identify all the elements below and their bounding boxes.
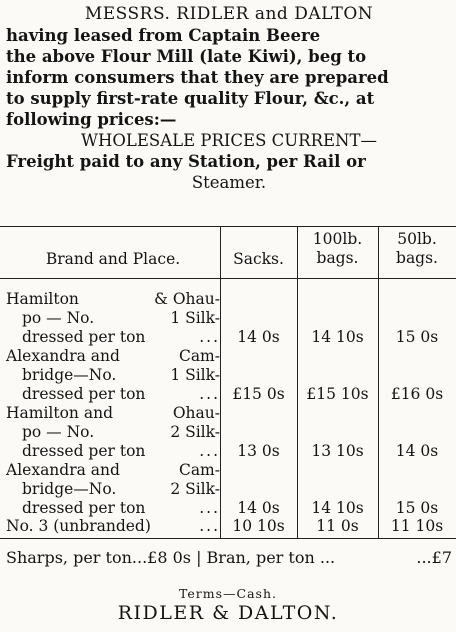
intro-block	[6, 4, 452, 193]
brand-text: 2 Silk-	[170, 423, 220, 441]
terms: Terms—Cash.	[179, 586, 277, 601]
brand-text: & Ohau-	[154, 290, 220, 308]
table-row	[6, 404, 220, 461]
brand-text: 1 Silk-	[170, 309, 220, 327]
table-row	[6, 517, 220, 536]
price-50lb: 15 0s	[395, 328, 439, 346]
intro-line: to supply first-rate quality Flour, &c., at	[6, 89, 375, 108]
brand-text: No. 3 (unbranded)	[6, 517, 151, 535]
column-divider	[378, 226, 379, 538]
freight-line: Steamer.	[191, 173, 267, 192]
heading: MESSRS. RIDLER and DALTON	[84, 4, 374, 24]
price-100lb: £15 10s	[306, 385, 369, 403]
brand-text: dressed per ton	[22, 328, 146, 346]
header-100lb-bags: bags.	[316, 249, 359, 267]
table-row	[6, 290, 220, 347]
price-50lb: 11 10s	[390, 517, 444, 535]
table-row	[6, 461, 220, 518]
price-sacks: 13 0s	[237, 442, 280, 460]
brand-text: 1 Silk-	[170, 366, 220, 384]
brand-text: Alexandra and	[6, 461, 120, 479]
table-bottom-rule	[0, 538, 456, 539]
brand-text: Cam-	[178, 461, 220, 479]
brand-text: 2 Silk-	[170, 480, 220, 498]
price-50lb: 15 0s	[395, 499, 439, 517]
table-header-rule	[0, 278, 456, 279]
price-sacks: 14 0s	[237, 328, 280, 346]
brand-text: ...	[199, 517, 220, 535]
price-100lb: 14 10s	[311, 499, 364, 517]
bran-price: ...£7	[416, 548, 452, 567]
column-divider	[297, 226, 298, 538]
price-100lb: 11 0s	[316, 517, 359, 535]
subheading: WHOLESALE PRICES CURRENT—	[81, 131, 377, 150]
brand-text: dressed per ton	[22, 442, 146, 460]
price-100lb: 14 10s	[311, 328, 364, 346]
brand-text: ...	[199, 328, 220, 346]
intro-line: having leased from Captain Beere	[6, 26, 321, 45]
price-sacks: £15 0s	[232, 385, 285, 403]
brand-text: po — No.	[22, 309, 95, 327]
brand-text: po — No.	[22, 423, 95, 441]
intro-line: following prices:—	[6, 110, 177, 129]
brand-text: dressed per ton	[22, 385, 146, 403]
signature: RIDLER & DALTON.	[117, 602, 339, 624]
header-100lb: 100lb.	[312, 230, 363, 248]
header-sacks: Sacks.	[233, 250, 284, 268]
header-brand: Brand and Place.	[45, 250, 181, 268]
brand-text: ...	[199, 385, 220, 403]
column-divider	[220, 226, 221, 538]
header-50lb: 50lb.	[397, 230, 437, 248]
intro-line: the above Flour Mill (late Kiwi), beg to	[6, 47, 367, 66]
intro-line: inform consumers that they are prepared	[6, 68, 389, 87]
brand-text: Ohau-	[172, 404, 220, 422]
price-sacks: 10 10s	[232, 517, 285, 535]
brand-text: ...	[199, 442, 220, 460]
brand-text: bridge—No.	[22, 366, 117, 384]
table-row	[6, 347, 220, 404]
sharps-price: Sharps, per ton...£8 0s | Bran, per ton ...	[6, 548, 336, 567]
price-50lb: 14 0s	[395, 442, 439, 460]
brand-text: Hamilton	[6, 290, 79, 308]
table-top-rule	[0, 226, 456, 227]
brand-text: Cam-	[178, 347, 220, 365]
header-50lb-bags: bags.	[396, 249, 438, 267]
brand-text: bridge—No.	[22, 480, 117, 498]
brand-text: Alexandra and	[6, 347, 120, 365]
freight-line: Freight paid to any Station, per Rail or	[6, 152, 366, 171]
brand-text: ...	[199, 499, 220, 517]
price-sacks: 14 0s	[237, 499, 280, 517]
brand-text: dressed per ton	[22, 499, 146, 517]
brand-text: Hamilton and	[6, 404, 113, 422]
price-50lb: £16 0s	[390, 385, 444, 403]
price-100lb: 13 10s	[311, 442, 364, 460]
